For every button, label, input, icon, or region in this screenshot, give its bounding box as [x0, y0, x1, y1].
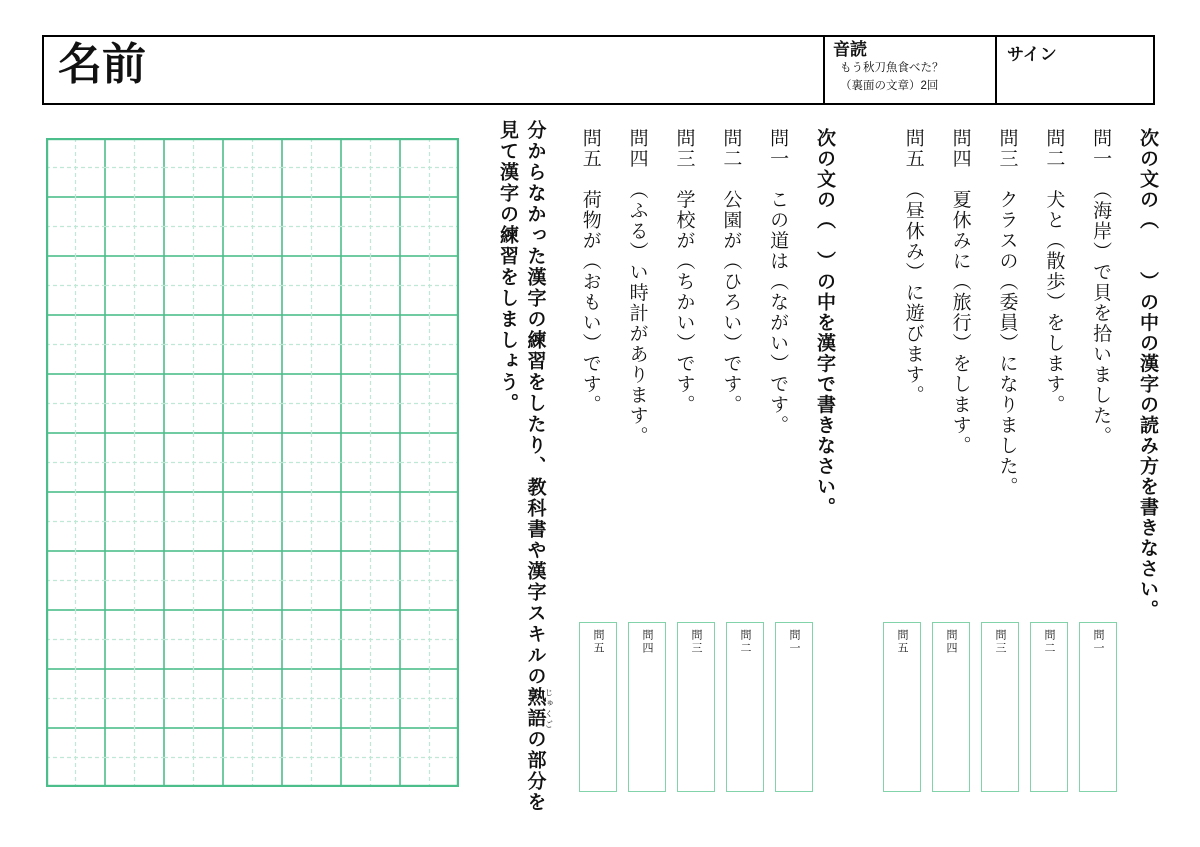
practice-note-column-2: 見て漢字の練習をしましょう。 — [496, 120, 518, 414]
note-text-pre: 分からなかった漢字の練習をしたり、教科書や漢字スキルの — [524, 120, 546, 687]
writing-answer-box-1 — [775, 622, 813, 792]
name-field — [44, 37, 823, 103]
reading-question-3: 問三 クラスの（委員）になりました。 — [996, 128, 1018, 497]
answer-box-label: 問一 — [788, 629, 800, 655]
reading-question-2: 問二 犬と（散歩）をします。 — [1043, 128, 1065, 415]
answer-box-label: 問三 — [690, 629, 702, 655]
writing-answer-box-4 — [628, 622, 666, 792]
writing-answer-box-3 — [677, 622, 715, 792]
answer-box-label: 問五 — [896, 629, 908, 655]
note-text-post: の部分を — [524, 729, 546, 813]
answer-box-label: 問四 — [945, 629, 957, 655]
reading-answer-box-1 — [1079, 622, 1117, 792]
ruby-base: 熟語 — [524, 687, 546, 729]
reading-answer-box-4 — [932, 622, 970, 792]
reading-answer-boxes — [883, 622, 1117, 792]
answer-box-label: 問二 — [739, 629, 751, 655]
reading-aloud-box — [823, 37, 995, 103]
sign-label: サイン — [1007, 45, 1057, 64]
ruby-furigana: じゅくご — [544, 687, 554, 729]
reading-answer-box-5 — [883, 622, 921, 792]
reading-answer-box-3 — [981, 622, 1019, 792]
writing-section-title: 次の文の（ ）の中を漢字で書きなさい。 — [814, 128, 835, 518]
practice-note-column-1 — [521, 120, 553, 825]
practice-note — [493, 120, 553, 825]
answer-box-label: 問四 — [641, 629, 653, 655]
reading-question-1: 問一 （海岸）で貝を拾いました。 — [1090, 128, 1112, 447]
sign-field — [995, 37, 1153, 103]
reading-section-title: 次の文の（ ）の中の漢字の読み方を書きなさい。 — [1137, 128, 1158, 620]
writing-question-2: 問二 公園が（ひろい）です。 — [720, 128, 742, 415]
reading-question-4: 問四 夏休みに（旅行）をします。 — [949, 128, 971, 456]
writing-answer-box-2 — [726, 622, 764, 792]
answer-box-label: 問二 — [1043, 629, 1055, 655]
header-bar — [42, 35, 1155, 105]
reading-answer-box-2 — [1030, 622, 1068, 792]
reading-aloud-line1: もう秋刀魚食べた？ — [840, 62, 944, 75]
reading-question-5: 問五 （昼休み）に遊びます。 — [902, 128, 924, 406]
writing-question-3: 問三 学校が（ちかい）です。 — [673, 128, 695, 415]
writing-question-5: 問五 荷物が（おもい）です。 — [579, 128, 601, 415]
writing-question-4: 問四 （ふる）い時計があります。 — [626, 128, 648, 447]
name-label: 名前 — [58, 40, 146, 89]
answer-box-label: 問五 — [592, 629, 604, 655]
writing-answer-box-5 — [579, 622, 617, 792]
jukugo-ruby — [524, 687, 554, 729]
kanji-practice-grid — [46, 138, 459, 787]
writing-answer-boxes — [579, 622, 813, 792]
answer-box-label: 問一 — [1092, 629, 1104, 655]
writing-question-1: 問一 この道は（ながい）です。 — [767, 128, 789, 436]
answer-box-label: 問三 — [994, 629, 1006, 655]
reading-aloud-title: 音読 — [833, 40, 867, 59]
practice-grid-svg — [46, 138, 459, 787]
reading-aloud-line2: （裏面の文章）2回 — [840, 80, 939, 93]
